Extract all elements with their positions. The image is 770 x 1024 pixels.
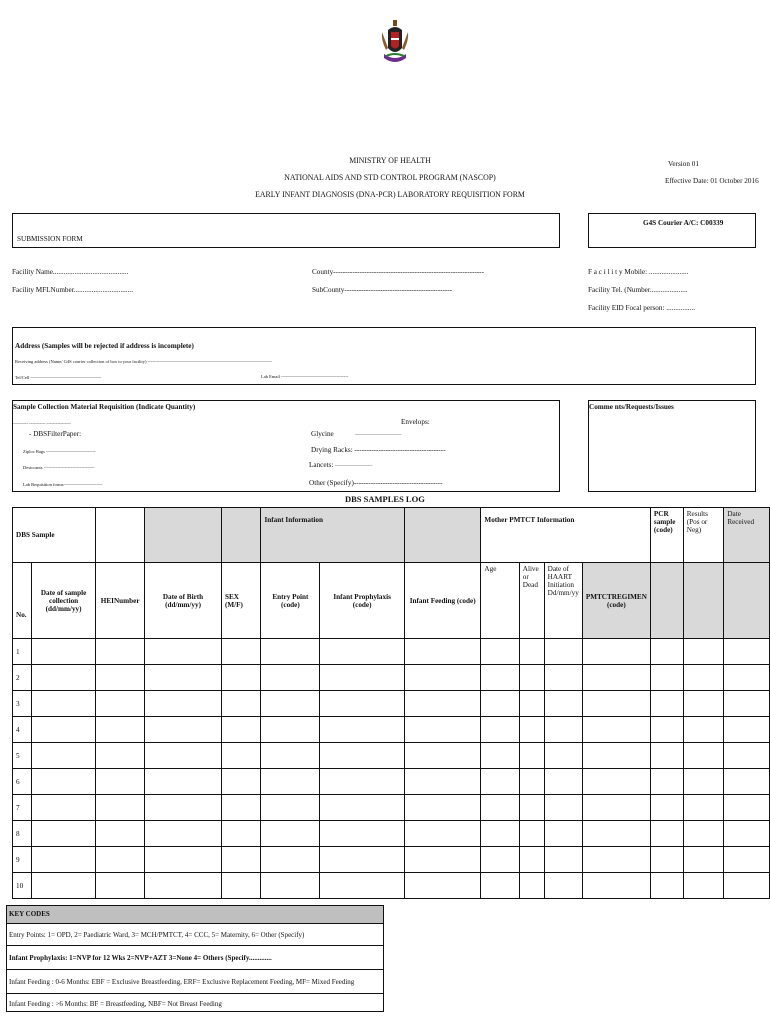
table-row <box>13 717 770 743</box>
table-row <box>13 873 770 899</box>
log-cell[interactable] <box>96 717 145 743</box>
log-cell[interactable] <box>404 821 480 847</box>
col-infant-feeding: Infant Feeding (code) <box>404 563 480 639</box>
log-cell[interactable] <box>261 717 320 743</box>
log-cell[interactable] <box>683 717 724 743</box>
log-cell[interactable] <box>320 639 405 665</box>
table-row <box>13 665 770 691</box>
log-cell[interactable] <box>404 873 480 899</box>
log-cell[interactable] <box>544 717 582 743</box>
log-cell[interactable] <box>221 665 261 691</box>
log-cell[interactable] <box>683 821 724 847</box>
log-cell[interactable] <box>519 873 544 899</box>
log-cell[interactable] <box>221 873 261 899</box>
submission-box <box>12 213 560 248</box>
log-cell[interactable] <box>683 743 724 769</box>
log-cell[interactable] <box>650 743 683 769</box>
log-cell[interactable] <box>650 665 683 691</box>
row-number: 9 <box>13 847 32 873</box>
log-cell[interactable] <box>481 743 519 769</box>
log-cell[interactable] <box>145 847 222 873</box>
log-cell[interactable] <box>261 665 320 691</box>
log-cell[interactable] <box>724 873 770 899</box>
log-cell[interactable] <box>320 691 405 717</box>
subcounty-field[interactable]: SubCounty--------------------------------------------- <box>312 286 453 294</box>
log-cell[interactable] <box>582 847 650 873</box>
date-received-header: Date Received <box>724 508 770 563</box>
log-cell[interactable] <box>582 743 650 769</box>
row-number: 1 <box>13 639 32 665</box>
log-cell[interactable] <box>519 821 544 847</box>
table-row <box>13 691 770 717</box>
log-cell[interactable] <box>404 639 480 665</box>
lancets-label: Lancets: <box>309 461 334 469</box>
log-cell[interactable] <box>481 665 519 691</box>
facility-tel-field[interactable]: Facility Tel. (Number..................... <box>588 286 688 294</box>
log-cell[interactable] <box>320 847 405 873</box>
log-cell[interactable] <box>31 743 95 769</box>
log-cell[interactable] <box>650 847 683 873</box>
log-cell[interactable] <box>519 717 544 743</box>
log-cell[interactable] <box>582 665 650 691</box>
log-cell[interactable] <box>221 769 261 795</box>
table-row <box>13 743 770 769</box>
dbs-filter-paper-field[interactable]: - DBSFilterPaper: <box>29 430 82 438</box>
table-row <box>13 639 770 665</box>
log-cell[interactable] <box>145 665 222 691</box>
col-pmtct-regimen: PMTCTREGIMEN (code) <box>582 563 650 639</box>
log-cell[interactable] <box>261 639 320 665</box>
log-cell[interactable] <box>650 873 683 899</box>
log-cell[interactable] <box>221 743 261 769</box>
log-cell[interactable] <box>96 769 145 795</box>
comments-box[interactable] <box>588 400 756 492</box>
log-cell[interactable] <box>544 639 582 665</box>
log-cell[interactable] <box>519 847 544 873</box>
log-cell[interactable] <box>683 769 724 795</box>
row-number: 5 <box>13 743 32 769</box>
log-cell[interactable] <box>221 795 261 821</box>
log-cell[interactable] <box>221 717 261 743</box>
log-cell[interactable] <box>261 769 320 795</box>
log-cell[interactable] <box>650 769 683 795</box>
log-cell[interactable] <box>481 717 519 743</box>
log-cell[interactable] <box>320 873 405 899</box>
log-cell[interactable] <box>683 691 724 717</box>
ministry-title: MINISTRY OF HEALTH <box>349 155 431 165</box>
log-cell[interactable] <box>724 795 770 821</box>
log-cell[interactable] <box>96 691 145 717</box>
comments-label: Comme nts/Requests/Issues <box>589 403 674 411</box>
lab-requisition-forms-field[interactable]: Lab Requisition forms-------------------------- <box>23 482 103 487</box>
form-title: EARLY INFANT DIAGNOSIS (DNA-PCR) LABORATORY REQUISITION FORM <box>255 189 525 199</box>
log-cell[interactable] <box>481 691 519 717</box>
log-cell[interactable] <box>519 743 544 769</box>
log-header-row-2 <box>13 563 770 639</box>
log-cell[interactable] <box>404 847 480 873</box>
col-hei-number: HEINumber <box>96 563 145 639</box>
log-cell[interactable] <box>404 691 480 717</box>
log-cell[interactable] <box>261 795 320 821</box>
log-cell[interactable] <box>320 795 405 821</box>
county-field[interactable]: County--------------------------------------------------------------- <box>312 268 484 276</box>
log-cell[interactable] <box>404 795 480 821</box>
facility-mobile-field[interactable]: F a c i l i t y Mobile: ...................... <box>588 268 689 276</box>
log-cell[interactable] <box>145 795 222 821</box>
log-cell[interactable] <box>404 717 480 743</box>
log-cell[interactable] <box>404 769 480 795</box>
requisition-box <box>12 400 560 492</box>
row-number: 3 <box>13 691 32 717</box>
facility-name-field[interactable]: Facility Name.......................................... <box>12 268 129 276</box>
row-number: 4 <box>13 717 32 743</box>
log-cell[interactable] <box>519 639 544 665</box>
log-cell[interactable] <box>261 691 320 717</box>
log-cell[interactable] <box>724 847 770 873</box>
row-number: 7 <box>13 795 32 821</box>
log-cell[interactable] <box>261 743 320 769</box>
facility-mfl-field[interactable]: Facility MFLNumber................................. <box>12 286 133 294</box>
log-cell[interactable] <box>96 821 145 847</box>
col-alive-dead: Alive or Dead <box>519 563 544 639</box>
log-cell[interactable] <box>582 821 650 847</box>
log-cell[interactable] <box>221 821 261 847</box>
log-cell[interactable] <box>519 691 544 717</box>
col-date-of-birth: Date of Birth (dd/mm/yy) <box>145 563 222 639</box>
log-cell[interactable] <box>724 665 770 691</box>
mother-info-header: Mother PMTCT Information <box>481 508 651 563</box>
log-cell[interactable] <box>404 743 480 769</box>
log-cell[interactable] <box>481 847 519 873</box>
log-cell[interactable] <box>544 847 582 873</box>
log-cell[interactable] <box>320 665 405 691</box>
log-cell[interactable] <box>683 873 724 899</box>
log-cell[interactable] <box>221 639 261 665</box>
log-cell[interactable] <box>31 873 95 899</box>
log-cell[interactable] <box>650 639 683 665</box>
col-age: Age <box>481 563 519 639</box>
glycine-field[interactable]: ------------------------------- <box>355 432 402 437</box>
facility-focal-field[interactable]: Facility EID Focal person: ................ <box>588 304 695 312</box>
log-cell[interactable] <box>145 691 222 717</box>
address-box <box>12 327 756 385</box>
log-cell[interactable] <box>221 847 261 873</box>
log-cell[interactable] <box>481 769 519 795</box>
col-no: No. <box>13 563 32 639</box>
col-entry-point: Entry Point (code) <box>261 563 320 639</box>
log-cell[interactable] <box>31 717 95 743</box>
col-date-collection: Date of sample collection (dd/mm/yy) <box>31 563 95 639</box>
log-cell[interactable] <box>31 665 95 691</box>
log-cell[interactable] <box>683 665 724 691</box>
log-cell[interactable] <box>519 769 544 795</box>
log-cell[interactable] <box>31 795 95 821</box>
log-cell[interactable] <box>96 665 145 691</box>
row-number: 8 <box>13 821 32 847</box>
log-cell[interactable] <box>683 795 724 821</box>
glycine-label: Glycine <box>311 430 334 438</box>
log-cell[interactable] <box>145 769 222 795</box>
courier-account: G4S Courier A/C: C00339 <box>643 219 724 227</box>
log-cell[interactable] <box>145 821 222 847</box>
key-codes-box <box>6 905 384 1012</box>
log-cell[interactable] <box>519 795 544 821</box>
log-cell[interactable] <box>145 873 222 899</box>
log-cell[interactable] <box>481 639 519 665</box>
infant-info-header: Infant Information <box>261 508 404 563</box>
log-cell[interactable] <box>320 717 405 743</box>
key-feeding-0-6: Infant Feeding : 0-6 Months: EBF = Exclusive Breastfeeding, ERF= Exclusive Replacement Feeding, MF= Mixed Feeding <box>7 970 383 994</box>
row-number: 10 <box>13 873 32 899</box>
col-infant-prophylaxis: Infant Prophylaxis (code) <box>320 563 405 639</box>
courier-box <box>588 213 756 248</box>
log-cell[interactable] <box>145 639 222 665</box>
lab-email-field[interactable]: Lab Email --------------------------------------------- <box>261 374 349 379</box>
receiving-address-field[interactable]: Receiving address (Name/ G4S courier collection of box to your facility) ----------------------------------------------------------------------------------- <box>15 359 272 364</box>
log-cell[interactable] <box>320 743 405 769</box>
drying-racks-field[interactable]: Drying Racks: -------------------------------------- <box>311 446 446 454</box>
log-cell[interactable] <box>96 873 145 899</box>
log-cell[interactable] <box>724 821 770 847</box>
log-cell[interactable] <box>145 717 222 743</box>
log-cell[interactable] <box>404 665 480 691</box>
key-infant-prophylaxis: Infant Prophylaxis: 1=NVP for 12 Wks 2=NVP+AZT 3=None 4= Others (Specify............. <box>7 946 383 970</box>
log-cell[interactable] <box>96 743 145 769</box>
log-header-row-1 <box>13 508 770 563</box>
log-cell[interactable] <box>650 691 683 717</box>
submission-label: SUBMISSION FORM <box>17 235 83 243</box>
log-cell[interactable] <box>544 691 582 717</box>
dbs-log-title: DBS SAMPLES LOG <box>345 494 425 504</box>
program-title: NATIONAL AIDS AND STD CONTROL PROGRAM (NASCOP) <box>284 172 496 182</box>
key-feeding-over-6: Infant Feeding : >6 Months: BF = Breastfeeding, NBF= Not Breast Feeding <box>7 994 383 1012</box>
log-cell[interactable] <box>31 691 95 717</box>
desiccants-field[interactable]: Desiccants ---------------------------------- <box>23 465 95 470</box>
log-cell[interactable] <box>544 795 582 821</box>
log-cell[interactable] <box>724 743 770 769</box>
ziploc-bags-field[interactable]: Ziploc Bags --------------------------------- <box>23 449 96 454</box>
log-cell[interactable] <box>96 847 145 873</box>
requisition-dashes: ---------- ----------- ---------------- <box>13 421 71 426</box>
col-sex: SEX (M/F) <box>221 563 261 639</box>
log-cell[interactable] <box>31 821 95 847</box>
log-cell[interactable] <box>519 665 544 691</box>
log-cell[interactable] <box>31 847 95 873</box>
log-cell[interactable] <box>724 691 770 717</box>
log-cell[interactable] <box>544 743 582 769</box>
log-cell[interactable] <box>544 873 582 899</box>
tel-cell-field[interactable]: Tel/Cell ----------------------------------------------- <box>15 375 101 380</box>
log-cell[interactable] <box>650 795 683 821</box>
log-cell[interactable] <box>582 639 650 665</box>
dbs-sample-header: DBS Sample <box>13 508 96 563</box>
log-cell[interactable] <box>683 639 724 665</box>
requisition-title: Sample Collection Material Requisition (Indicate Quantity) <box>13 403 196 411</box>
log-cell[interactable] <box>650 717 683 743</box>
log-cell[interactable] <box>582 769 650 795</box>
log-cell[interactable] <box>261 847 320 873</box>
log-cell[interactable] <box>31 769 95 795</box>
key-entry-points: Entry Points: 1= OPD, 2= Paediatric Ward, 3= MCH/PMTCT, 4= CCC, 5= Maternity, 6= Other (Specify) <box>7 924 383 946</box>
table-row <box>13 821 770 847</box>
log-cell[interactable] <box>145 743 222 769</box>
log-cell[interactable] <box>31 639 95 665</box>
table-row <box>13 769 770 795</box>
dbs-samples-log-table <box>12 507 770 899</box>
table-row <box>13 795 770 821</box>
envelops-field[interactable]: Envelops: <box>401 418 430 426</box>
log-cell[interactable] <box>582 795 650 821</box>
table-row <box>13 847 770 873</box>
log-cell[interactable] <box>724 639 770 665</box>
log-cell[interactable] <box>582 717 650 743</box>
log-cell[interactable] <box>221 691 261 717</box>
col-haart-date: Date of HAART Initiation Dd/mm/yy <box>544 563 582 639</box>
lancets-field[interactable]: ------------------------- <box>335 463 373 468</box>
row-number: 2 <box>13 665 32 691</box>
address-title: Address (Samples will be rejected if address is incomplete) <box>15 342 194 350</box>
log-cell[interactable] <box>544 665 582 691</box>
log-cell[interactable] <box>481 795 519 821</box>
log-cell[interactable] <box>96 639 145 665</box>
log-cell[interactable] <box>261 873 320 899</box>
row-number: 6 <box>13 769 32 795</box>
log-cell[interactable] <box>650 821 683 847</box>
key-codes-title: KEY CODES <box>7 906 383 924</box>
log-cell[interactable] <box>481 873 519 899</box>
log-cell[interactable] <box>544 821 582 847</box>
effective-date: Effective Date: 01 October 2016 <box>665 177 759 185</box>
coat-of-arms-icon <box>380 18 410 68</box>
log-cell[interactable] <box>582 691 650 717</box>
version-label: Version 01 <box>668 160 699 168</box>
log-cell[interactable] <box>724 769 770 795</box>
other-specify-field[interactable]: Other (Specify)------------------------------------- <box>309 479 443 487</box>
log-cell[interactable] <box>320 821 405 847</box>
log-cell[interactable] <box>544 769 582 795</box>
log-cell[interactable] <box>724 717 770 743</box>
log-cell[interactable] <box>96 795 145 821</box>
log-cell[interactable] <box>683 847 724 873</box>
log-cell[interactable] <box>261 821 320 847</box>
results-header: Results (Pos or Neg) <box>683 508 724 563</box>
log-cell[interactable] <box>320 769 405 795</box>
pcr-header: PCR sample (code) <box>650 508 683 563</box>
log-cell[interactable] <box>481 821 519 847</box>
log-cell[interactable] <box>582 873 650 899</box>
